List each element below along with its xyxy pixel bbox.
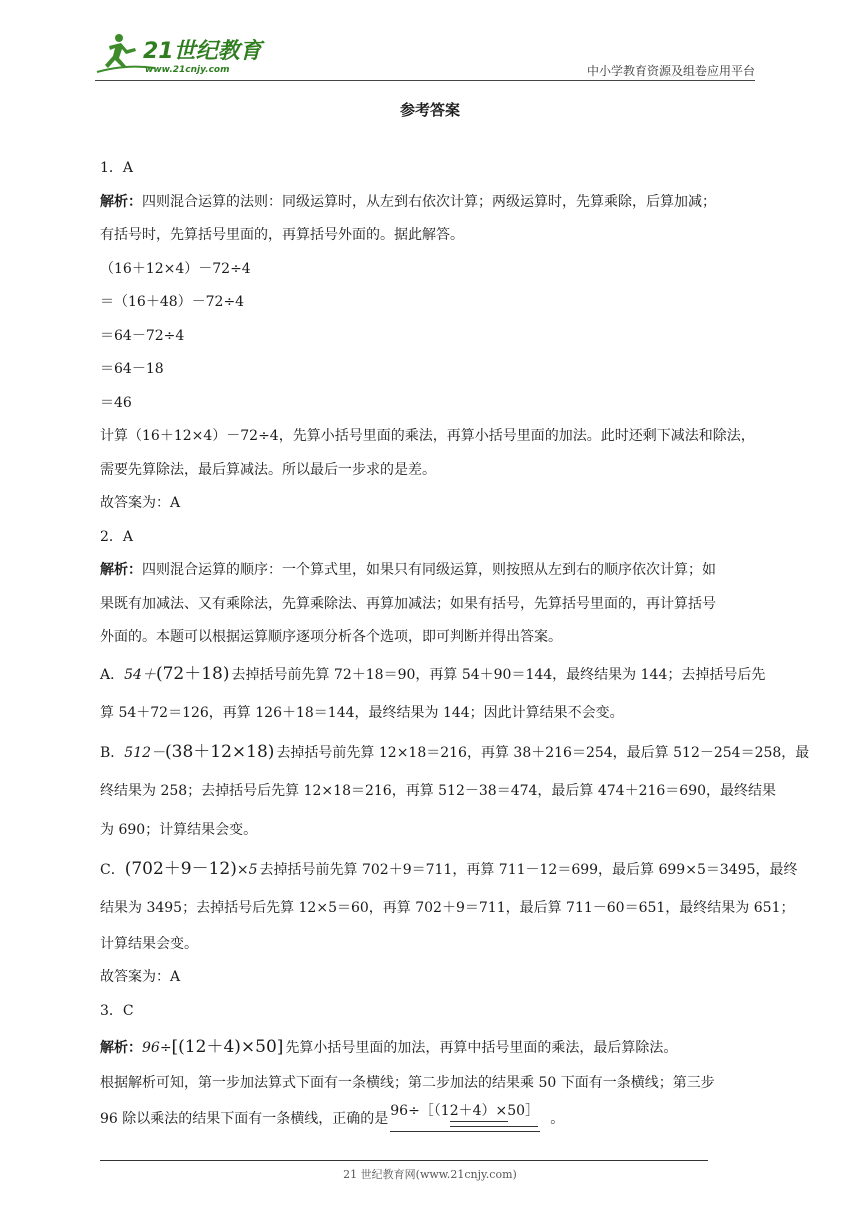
q1-step-3: ＝64－72÷4 [100,327,185,344]
q2-option-a-line-2: 算 54＋72＝126，再算 126＋18＝144，最终结果为 144；因此计算结果不会变。 [100,704,624,721]
svg-text:21世纪教育: 21世纪教育 [143,39,262,64]
site-logo [95,28,265,76]
formula-paren: (38＋12×18) [165,741,275,762]
formula-paren: (702＋9－12) [124,858,237,879]
page-title: 参考答案 [399,101,460,119]
q2-analysis-text-1: 四则混合运算的顺序：一个算式里，如果只有同级运算，则按照从左到右的顺序依次计算；如 [142,562,716,578]
footer-divider [100,1160,708,1161]
formula-paren: (72＋18) [155,663,230,684]
underline-step-1 [450,1121,508,1122]
q3-analysis-text: 先算小括号里面的加法，再算中括号里面的乘法，最后算除法。 [285,1040,678,1056]
analysis-label: 解析： [100,1040,142,1056]
q2-option-b-line-2: 终结果为 258；去掉括号后先算 12×18＝216，再算 512－38＝474，最后算 474＋216＝690，最终结果 [100,782,777,799]
q1-step-1: （16＋12×4）－72÷4 [100,260,251,277]
q1-explain-2: 需要先算除法，最后算减法。所以最后一步求的是差。 [100,461,436,478]
formula-part: ×5 [236,861,258,878]
option-a-text-1: 去掉括号前先算 72＋18＝90，再算 54＋90＝144，最终结果为 144；去掉括号后先 [231,666,766,683]
q3-analysis-line [100,1028,762,1067]
analysis-label: 解析： [100,562,142,578]
underline-figure [390,1101,548,1131]
q2-option-c-line-2: 结果为 3495；去掉括号后先算 12×5＝60，再算 702＋9＝711，最后算 711－60＝651，最终结果为 651； [100,899,795,916]
q2-analysis-line-3: 外面的。本题可以根据运算顺序逐项分析各个选项，即可判断并得出答案。 [100,629,562,645]
svg-text:www.21cnjy.com: www.21cnjy.com [145,65,230,75]
platform-name: 中小学教育资源及组卷应用平台 [586,64,755,78]
underline-step-2 [450,1126,538,1127]
q1-step-5: ＝46 [100,394,132,411]
option-c-formula [124,858,258,879]
q2-option-c-line-3: 计算结果会变。 [100,935,198,952]
answer-content [100,152,810,1134]
page-footer: 21 世纪教育网(www.21cnjy.com) [343,1168,517,1181]
analysis-label: 解析： [100,193,142,210]
option-c-text-1: 去掉括号前先算 702＋9＝711，再算 711－12＝699，最后算 699×5＝3495，最终 [259,861,798,878]
option-b-label: B． [100,744,125,761]
q2-answer: 2．A [100,528,134,545]
q1-analysis-line-1 [100,186,762,220]
figure-expression: 96÷［（12＋4）×50］ [390,1102,540,1119]
q2-analysis-line-2: 果既有加减法、又有乘除法，先算乘除法、再算加减法；如果有括号，先算括号里面的，再计算括号 [100,595,716,612]
q3-answer: 3．C [100,1002,134,1019]
q3-explain-2 [100,1101,762,1135]
q3-explain-end: 。 [550,1110,565,1127]
option-a-formula [124,663,230,684]
option-b-formula [124,741,275,762]
formula-part: 54＋ [124,666,156,683]
q2-option-b-line-1 [100,733,810,772]
formula-part: 96÷ [142,1040,172,1056]
q2-final-answer: 故答案为：A [100,969,181,985]
q2-analysis-line-1 [100,554,762,588]
q1-answer: 1．A [100,160,134,176]
formula-part: 512－ [124,744,166,761]
q1-step-4: ＝64－18 [100,361,164,377]
q1-analysis-text-1: 四则混合运算的法则：同级运算时，从左到右依次计算；两级运算时，先算乘除，后算加减； [142,193,716,210]
q2-option-c-line-1 [100,850,798,889]
underline-step-3 [390,1131,540,1132]
q3-formula [142,1037,284,1057]
page-header [95,28,755,80]
q1-analysis-line-2: 有括号时，先算括号里面的，再算括号外面的。据此解答。 [100,227,464,243]
option-a-label: A． [100,666,125,683]
q3-explain-1: 根据解析可知，第一步加法算式下面有一条横线；第二步加法的结果乘 50 下面有一条横线；第三步 [100,1075,715,1091]
q1-final-answer: 故答案为：A [100,495,181,511]
q3-explain-text: 96 除以乘法的结果下面有一条横线，正确的是 [100,1110,389,1127]
formula-bracket: [(12＋4)×50] [171,1037,284,1057]
header-divider [95,80,755,81]
q2-option-a-line-1 [100,655,766,694]
option-c-label: C． [100,861,125,878]
q1-step-2: ＝（16＋48）－72÷4 [100,294,245,310]
q1-explain-1: 计算（16＋12×4）－72÷4，先算小括号里面的乘法，再算小括号里面的加法。此时还剩下减法和除法， [100,428,755,444]
option-b-text-1: 去掉括号前先算 12×18＝216，再算 38＋216＝254，最后算 512－254＝258，最 [276,744,810,761]
q2-option-b-line-3: 为 690；计算结果会变。 [100,821,258,838]
